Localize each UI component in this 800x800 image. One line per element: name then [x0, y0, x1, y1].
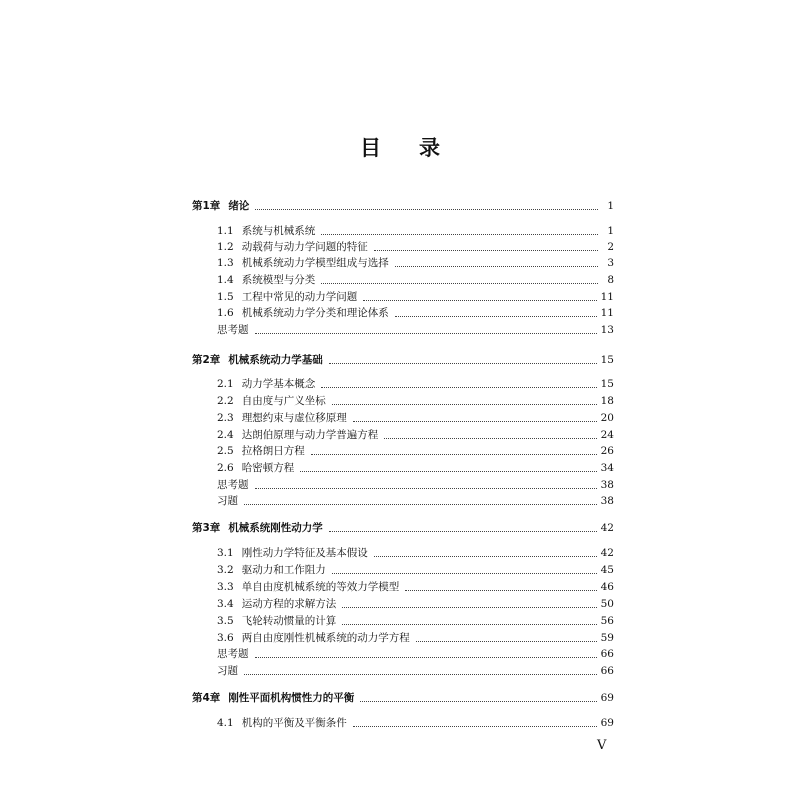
toc-entry-number: 3.2 [217, 564, 234, 576]
toc-entry-title: 动载荷与动力学问题的特征 [241, 241, 368, 253]
toc-entry-number: 2.3 [217, 412, 234, 424]
toc-section-entry [217, 428, 614, 442]
toc-leader-dots [321, 381, 596, 388]
toc-entry-page: 13 [600, 324, 614, 336]
toc-entry-page: 18 [600, 395, 614, 407]
toc-entry-number: 3.4 [217, 598, 234, 610]
toc-entry-title: 思考题 [217, 648, 249, 660]
toc-leader-dots [329, 525, 597, 532]
toc-misc-entry [217, 647, 614, 661]
toc-entry-title: 自由度与广义坐标 [241, 395, 326, 407]
toc-entry-page: 34 [600, 462, 614, 474]
title-char-1: 目 [360, 135, 381, 160]
toc-entry-number: 1.1 [217, 225, 234, 237]
toc-leader-dots [353, 720, 597, 727]
toc-entry-page: 38 [600, 495, 614, 507]
toc-entry-page: 20 [600, 412, 614, 424]
toc-section-entry [217, 563, 614, 577]
toc-entry-title: 习题 [217, 495, 238, 507]
title-char-2: 录 [419, 135, 440, 160]
toc-entry-page: 46 [600, 581, 614, 593]
toc-entry-title: 运动方程的求解方法 [241, 598, 337, 610]
toc-entry-number: 3.6 [217, 632, 234, 644]
toc-leader-dots [405, 584, 596, 591]
toc-entry-number: 2.1 [217, 378, 234, 390]
toc-entry-title: 达朗伯原理与动力学普遍方程 [241, 429, 379, 441]
toc-entry-title: 刚性平面机构惯性力的平衡 [228, 692, 355, 704]
toc-section-entry [217, 461, 614, 475]
toc-entry-page: 42 [600, 522, 614, 534]
toc-leader-dots [311, 448, 597, 455]
toc-entry-title: 动力学基本概念 [241, 378, 316, 390]
toc-entry-page: 1 [607, 200, 614, 212]
toc-entry-page: 2 [607, 241, 614, 253]
toc-entry-title: 机构的平衡及平衡条件 [241, 717, 347, 729]
toc-chapter-entry [192, 521, 614, 535]
toc-entry-title: 拉格朗日方程 [241, 445, 305, 457]
page-number: V [597, 738, 607, 753]
toc-entry-page: 69 [600, 717, 614, 729]
toc-entry-title: 哈密顿方程 [241, 462, 295, 474]
toc-entry-title: 驱动力和工作阻力 [241, 564, 326, 576]
toc-entry-number: 1.4 [217, 274, 234, 286]
toc-entry-page: 15 [600, 378, 614, 390]
toc-leader-dots [244, 668, 597, 675]
toc-entry-number: 2.4 [217, 429, 234, 441]
toc-entry-page: 50 [600, 598, 614, 610]
toc-leader-dots [360, 695, 596, 702]
toc-entry-title: 绪论 [228, 200, 250, 212]
toc-entry-number: 1.6 [217, 307, 234, 319]
toc-entry-number: 3.3 [217, 581, 234, 593]
toc-section-entry [217, 716, 614, 730]
toc-leader-dots [374, 550, 597, 557]
toc-entry-number: 1.5 [217, 291, 234, 303]
toc-entry-page: 3 [607, 257, 614, 269]
toc-entry-title: 机械系统刚性动力学 [228, 522, 323, 534]
toc-section-entry [217, 597, 614, 611]
toc-entry-title: 工程中常见的动力学问题 [241, 291, 358, 303]
toc-section-entry [217, 411, 614, 425]
toc-entry-title: 系统与机械系统 [241, 225, 316, 237]
toc-entry-page: 1 [607, 225, 614, 237]
toc-entry-page: 11 [600, 291, 614, 303]
toc-leader-dots [329, 357, 597, 364]
toc-entry-title: 思考题 [217, 324, 249, 336]
toc-section-entry [217, 306, 614, 320]
toc-leader-dots [353, 415, 597, 422]
toc-section-entry [217, 273, 614, 287]
toc-section-entry [217, 631, 614, 645]
toc-entry-title: 单自由度机械系统的等效力学模型 [241, 581, 400, 593]
toc-entry-page: 11 [600, 307, 614, 319]
toc-entry-number: 2.6 [217, 462, 234, 474]
toc-entry-number: 第1章 [192, 200, 221, 212]
toc-leader-dots [321, 228, 598, 235]
toc-entry-title: 机械系统动力学分类和理论体系 [241, 307, 389, 319]
toc-entry-title: 系统模型与分类 [241, 274, 316, 286]
toc-leader-dots [255, 482, 597, 489]
toc-entry-number: 3.1 [217, 547, 234, 559]
toc-leader-dots [255, 651, 597, 658]
toc-entry-number: 第4章 [192, 692, 221, 704]
toc-chapter-entry [192, 353, 614, 367]
toc-entry-title: 飞轮转动惯量的计算 [241, 615, 337, 627]
toc-section-entry [217, 580, 614, 594]
toc-entry-page: 15 [600, 354, 614, 366]
toc-entry-page: 24 [600, 429, 614, 441]
toc-entry-page: 38 [600, 479, 614, 491]
page-title [0, 132, 800, 162]
toc-entry-page: 59 [600, 632, 614, 644]
toc-leader-dots [363, 294, 596, 301]
toc-entry-title: 刚性动力学特征及基本假设 [241, 547, 368, 559]
toc-entry-number: 第3章 [192, 522, 221, 534]
toc-entry-number: 第2章 [192, 354, 221, 366]
toc-entry-title: 机械系统动力学基础 [228, 354, 323, 366]
toc-entry-page: 42 [600, 547, 614, 559]
toc-entry-page: 45 [600, 564, 614, 576]
toc-entry-title: 思考题 [217, 479, 249, 491]
toc-entry-number: 2.2 [217, 395, 234, 407]
toc-section-entry [217, 614, 614, 628]
toc-entry-page: 8 [607, 274, 614, 286]
toc-leader-dots [321, 277, 598, 284]
toc-entry-number: 3.5 [217, 615, 234, 627]
toc-entry-title: 习题 [217, 665, 238, 677]
toc-leader-dots [395, 310, 597, 317]
toc-leader-dots [244, 498, 597, 505]
toc-misc-entry [217, 478, 614, 492]
toc-leader-dots [395, 260, 598, 267]
toc-entry-page: 66 [600, 665, 614, 677]
toc-entry-number: 1.2 [217, 241, 234, 253]
toc-entry-page: 69 [600, 692, 614, 704]
toc-leader-dots [416, 635, 597, 642]
toc-leader-dots [342, 601, 596, 608]
toc-leader-dots [255, 327, 597, 334]
toc-leader-dots [374, 244, 598, 251]
toc-section-entry [217, 224, 614, 238]
toc-leader-dots [300, 465, 596, 472]
toc-section-entry [217, 290, 614, 304]
toc-leader-dots [255, 203, 598, 210]
toc-entry-title: 机械系统动力学模型组成与选择 [241, 257, 389, 269]
toc-leader-dots [332, 398, 597, 405]
toc-leader-dots [342, 618, 596, 625]
toc-misc-entry [217, 664, 614, 678]
toc-entry-page: 66 [600, 648, 614, 660]
toc-entry-title: 两自由度刚性机械系统的动力学方程 [241, 632, 410, 644]
toc-section-entry [217, 444, 614, 458]
toc-section-entry [217, 256, 614, 270]
toc-section-entry [217, 394, 614, 408]
toc-entry-number: 2.5 [217, 445, 234, 457]
toc-chapter-entry [192, 691, 614, 705]
toc-misc-entry [217, 323, 614, 337]
toc-entry-title: 理想约束与虚位移原理 [241, 412, 347, 424]
toc-chapter-entry [192, 199, 614, 213]
toc-section-entry [217, 546, 614, 560]
toc-entry-page: 26 [600, 445, 614, 457]
toc-misc-entry [217, 494, 614, 508]
toc-entry-page: 56 [600, 615, 614, 627]
toc-entry-number: 4.1 [217, 717, 234, 729]
toc-section-entry [217, 240, 614, 254]
toc-leader-dots [332, 567, 597, 574]
toc-section-entry [217, 377, 614, 391]
toc-leader-dots [384, 432, 596, 439]
toc-entry-number: 1.3 [217, 257, 234, 269]
